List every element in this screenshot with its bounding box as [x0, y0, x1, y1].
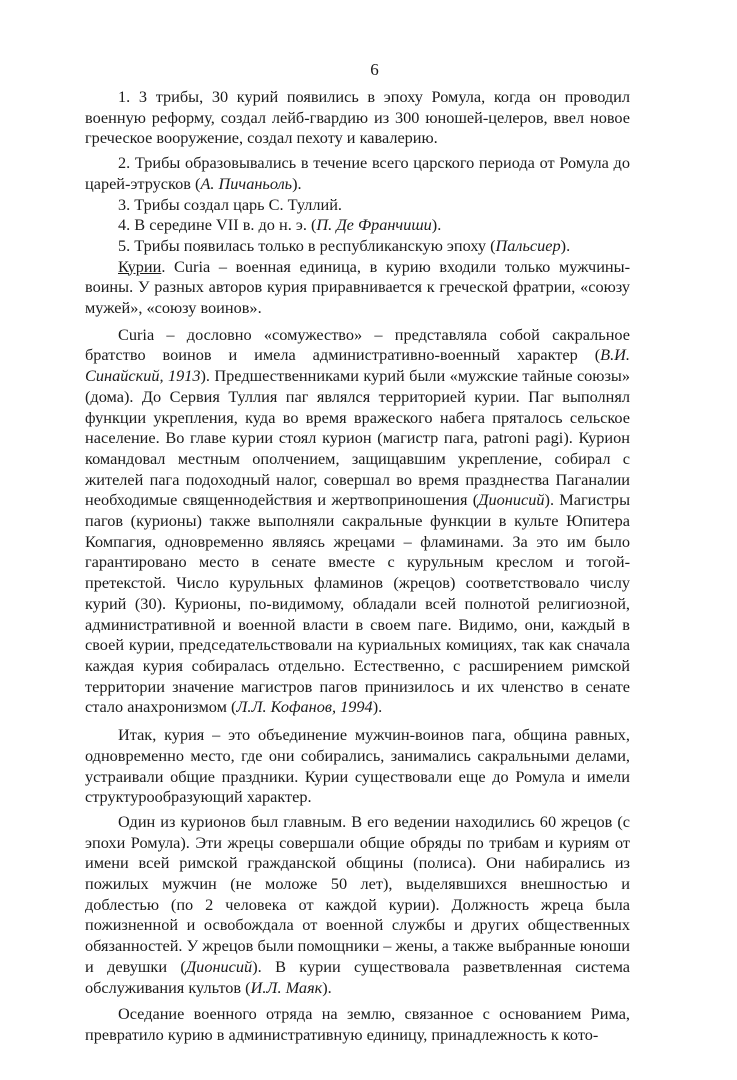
paragraph-tribes-2 [85, 153, 630, 194]
citation: И.Л. Маяк [250, 977, 323, 997]
citation: Пальсиер [495, 235, 561, 255]
body-text [85, 87, 630, 1046]
paragraph-text: ). [292, 173, 302, 193]
paragraph-curiae-definition [85, 257, 630, 319]
paragraph-text: ). Предшественниками курий были «мужские тайные союзы» (дома). До Сервия Туллия паг являлся территорией курии. Паг выполнял функции укрепления, куда во время вражеского набега пряталось сельское население. Во главе курии стоял курион (магистр пага, patroni pagi). Курион командовал местным ополчением, защищавшим укрепление, собирал с жителей пага подоходный налог, совершал во время празднества Паганалии необходимые священнодействия и жертвоприношения ( [85, 366, 630, 510]
citation: П. Де Франчиши [316, 215, 432, 235]
paragraph-text: ). В курии существовала разветвленная система обслуживания культов ( [85, 956, 630, 997]
paragraph-text: 5. Трибы появилась только в республиканскую эпоху ( [118, 235, 496, 255]
paragraph-text: ). Магистры пагов (курионы) также выполняли сакральные функции в культе Юпитера Компагия, одновременно являясь жрецами – фламинами. За это им было гарантировано место в сенате вместе с курульным креслом и тогой-претекстой. Число курульных фламинов (жрецов) соответствовало числу курий (30). Курионы, по-видимому, обладали всей полнотой религиозной, административной и военной власти в своем паге. Видимо, они, каждый в своей курии, председательствовали на куриальных комициях, так как сначала каждая курия собиралась отдельно. Естественно, с расширением римской территории значение магистров пагов принизилось и их членство в сенате стало анахронизмом ( [85, 490, 631, 717]
term-curiae: Курии [118, 256, 162, 276]
paragraph-text: 4. В середине VII в. до н. э. ( [118, 215, 317, 235]
paragraph-text: 2. Трибы образовывались в течение всего царского периода от Ромула до царей-этрусков ( [85, 153, 630, 193]
citation: Дионисий [478, 490, 545, 510]
citation: В.И. Синайский, 1913 [85, 345, 630, 386]
paragraph-priests [85, 812, 630, 998]
page-number: 6 [370, 60, 379, 79]
paragraph-text: ). [372, 697, 383, 717]
paragraph-tribes-4 [85, 215, 630, 236]
paragraph-text: ). [322, 977, 332, 997]
citation: Дионисий [185, 956, 253, 976]
paragraph-text: . Curia – военная единица, в курию входили только мужчины-воины. У разных авторов курия приравнивается к греческой фратрии, «союзу мужей», «союзу воинов». [85, 256, 630, 318]
paragraph-text: Один из курионов был главным. В его ведении находились 60 жрецов (с эпохи Ромула). Эти жрецы совершали общие обряды по трибам и куриям от имени всей римской гражданской общины (полиса). Они набирались из пожилых мужчин (не моложе 50 лет), выделявшихся внешностью и доблестью (по 2 человека от каждой курии). Должность жреца была пожизненной и освобождала от военной службы и других общественных обязанностей. У жрецов были помощники – жены, а также выбранные юноши и девушки ( [85, 811, 630, 976]
paragraph-text: Curia – дословно «сомужество» – представляла собой сакральное братство воинов и имела административно-военный характер ( [85, 324, 630, 365]
paragraph-text: ). [560, 235, 571, 255]
paragraph-curia-summary: Итак, курия – это объединение мужчин-воинов пага, община равных, одновременно место, где они собирались, занимались сакральными делами, устраивали общие праздники. Курии существовали еще до Ромула и имели структурообразующий характер. [85, 725, 630, 807]
paragraph-tribes-3: 3. Трибы создал царь С. Туллий. [118, 194, 342, 214]
paragraph-tribes-1: 1. 3 трибы, 30 курий появились в эпоху Ромула, когда он проводил военную реформу, создал лейб-гвардию из 300 юношей-целеров, ввел новое греческое вооружение, создал пехоту и кавалерию. [85, 87, 630, 148]
paragraph-text: ). [431, 215, 442, 235]
citation: Л.Л. Кофанов, 1994 [236, 697, 373, 717]
citation: А. Пичаньоль [200, 173, 293, 193]
paragraph-tribes-5 [85, 236, 630, 257]
paragraph-settlement: Оседание военного отряда на землю, связанное с основанием Рима, превратило курию в административную единицу, принадлежность к кото- [85, 1004, 630, 1044]
paragraph-curia-brotherhood [85, 325, 630, 718]
